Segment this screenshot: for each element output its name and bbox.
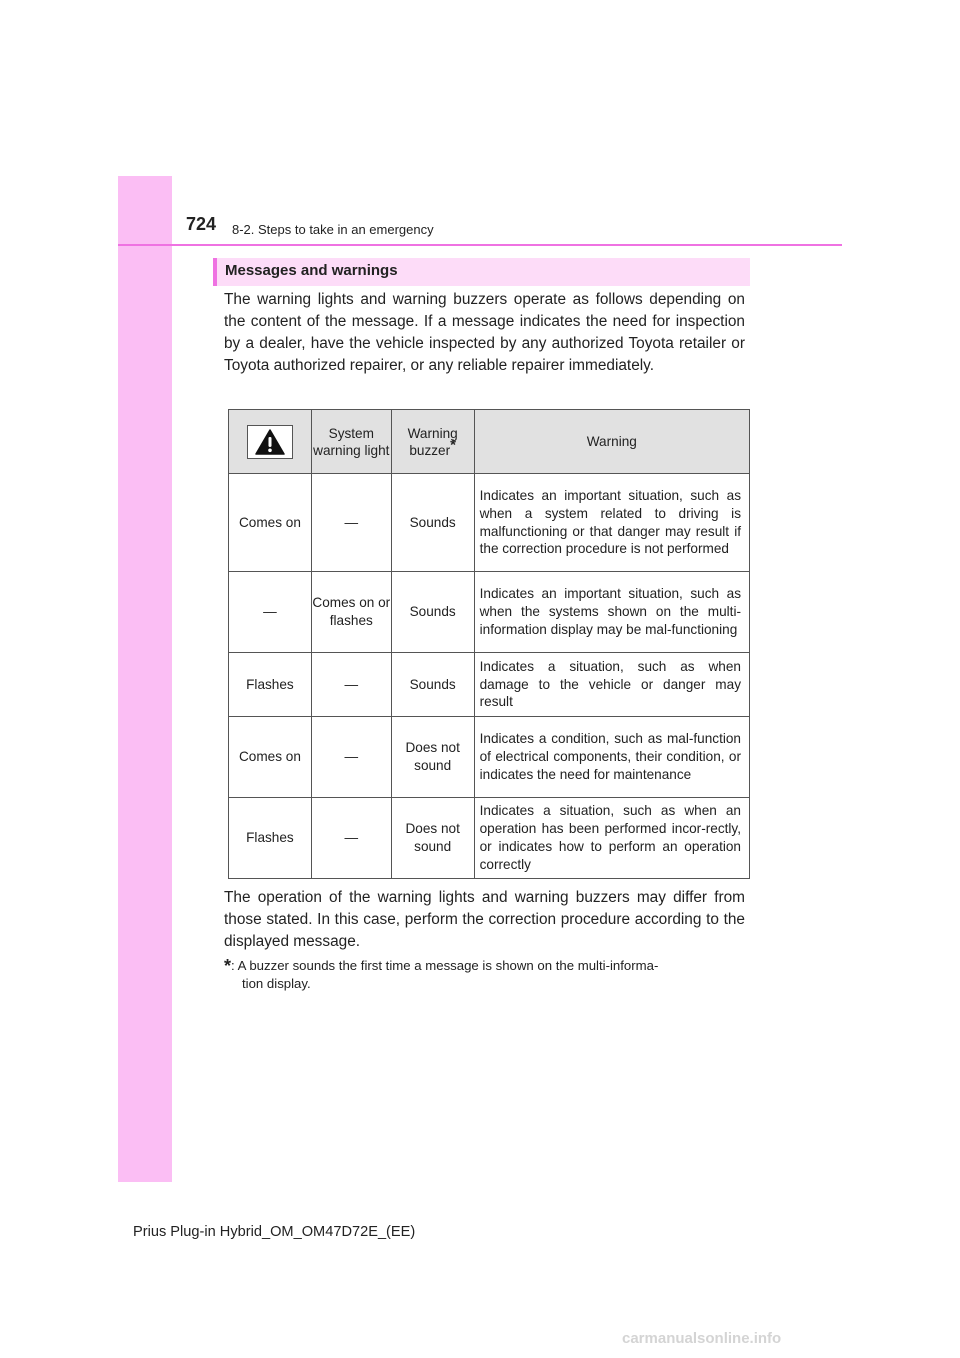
cell-system: — (311, 474, 391, 572)
cell-warning: Indicates an important situation, such as when the systems shown on the multi-information display may be mal-functioning (474, 572, 749, 653)
cell-master: — (229, 572, 312, 653)
header-system-warning-light (311, 410, 391, 474)
header-rule (118, 244, 842, 246)
header-warning-label: Warning (586, 434, 637, 449)
warning-triangle-box (247, 425, 293, 459)
header-warning-buzzer (391, 410, 474, 474)
watermark: carmanualsonline.info (622, 1330, 782, 1347)
footnote-mark: * (224, 956, 232, 976)
table-row (229, 717, 750, 798)
section-title-bar (213, 258, 750, 286)
warning-triangle-icon (255, 429, 285, 455)
cell-buzzer: Sounds (391, 653, 474, 717)
header-buzzer-label: Warning buzzer (407, 425, 458, 458)
warning-table (228, 409, 750, 879)
header-master-warning (229, 410, 312, 474)
cell-master: Flashes (229, 798, 312, 879)
cell-master: Comes on (229, 474, 312, 572)
footer-doc-id: Prius Plug-in Hybrid_OM_OM47D72E_(EE) (133, 1224, 416, 1240)
footnote-line-2: tion display. (242, 976, 311, 991)
side-band (118, 176, 172, 1182)
cell-warning: Indicates a situation, such as when damage to the vehicle or danger may result (474, 653, 749, 717)
cell-system: — (311, 798, 391, 879)
footnote-line-1: : A buzzer sounds the first time a message is shown on the multi-informa- (231, 958, 659, 973)
section-title: Messages and warnings (225, 262, 398, 279)
cell-master: Comes on (229, 717, 312, 798)
table-row (229, 572, 750, 653)
closing-paragraph: The operation of the warning lights and warning buzzers may differ from those stated. In this case, perform the correction procedure according to the displayed message. (224, 889, 745, 950)
header-system-label: System warning light (313, 425, 390, 458)
buzzer-footnote-mark: * (450, 435, 456, 453)
footnote (224, 957, 745, 992)
intro-paragraph: The warning lights and warning buzzers operate as follows depending on the content of the message. If a message indicates the need for inspection by a dealer, have the vehicle inspected by any authorized Toyota retailer or Toyota authorized repairer, or any reliable repairer immediately. (224, 291, 745, 374)
cell-system: — (311, 653, 391, 717)
cell-system: Comes on or flashes (311, 572, 391, 653)
page-number: 724 (186, 214, 217, 234)
cell-system: — (311, 717, 391, 798)
cell-buzzer: Does not sound (391, 717, 474, 798)
section-label: 8-2. Steps to take in an emergency (232, 222, 434, 237)
cell-master: Flashes (229, 653, 312, 717)
cell-warning: Indicates an important situation, such as when a system related to driving is malfunctioning or that danger may result if the correction procedure is not performed (474, 474, 749, 572)
cell-warning: Indicates a condition, such as mal-function of electrical components, their condition, or indicates the need for maintenance (474, 717, 749, 798)
cell-buzzer: Does not sound (391, 798, 474, 879)
cell-warning: Indicates a situation, such as when an operation has been performed incor-rectly, or indicates how to perform an operation correctly (474, 798, 749, 879)
table-row (229, 474, 750, 572)
table-row (229, 798, 750, 879)
header-warning (474, 410, 749, 474)
table-row (229, 653, 750, 717)
cell-buzzer: Sounds (391, 572, 474, 653)
table-header-row (229, 410, 750, 474)
cell-buzzer: Sounds (391, 474, 474, 572)
